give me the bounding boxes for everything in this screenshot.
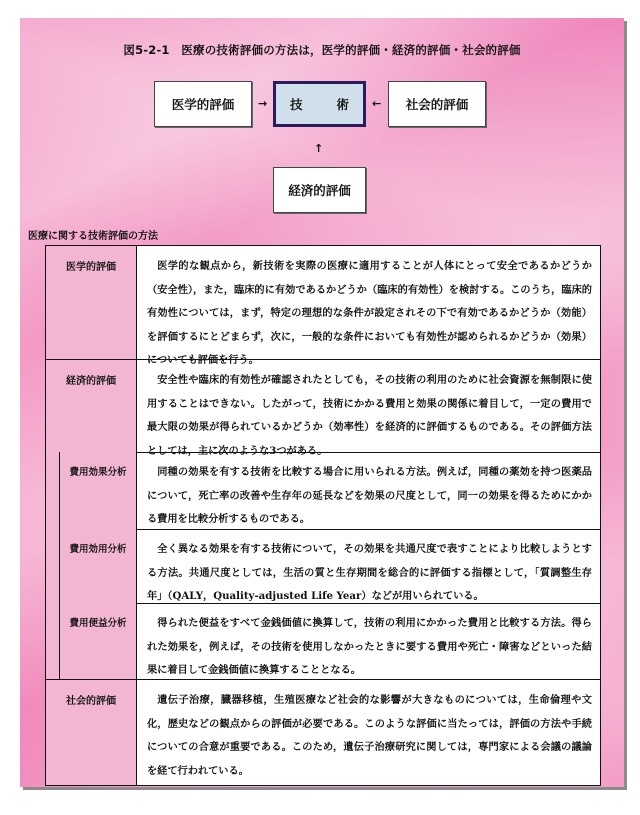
economic-row-strip [46,529,59,603]
evaluation-table [45,245,601,786]
arrow-right-icon: → [258,97,268,110]
arrow-left-icon: ← [372,97,382,110]
table-subrow-cost-effectiveness [46,452,600,529]
social-evaluation-label: 社会的評価 [405,97,469,112]
figure-panel [20,18,624,787]
table-subrow-cost-utility [46,529,600,603]
economic-row-strip [46,603,59,679]
subrow-text: 同種の効果を有する技術を比較する場合に用いられる方法。例えば，同種の薬効を持つ医薬品について，死亡率の改善や生存年の延長などを効果の尺度として，同一の効果を得るためにかかる費用を比較分析するものである。 [147,466,592,525]
economic-evaluation-box [273,167,366,213]
technology-label-1: 技 [290,97,303,112]
subrow-label: 費用便益分析 [59,603,137,679]
figure-title: 図5-2-1 医療の技術評価の方法は，医学的評価・経済的評価・社会的評価 [123,43,521,57]
economic-row-strip [46,452,59,529]
arrow-up-icon: ↑ [314,142,324,155]
subrow-text: 全く異なる効果を有する技術について，その効果を共通尺度で表すことにより比較しようとする方法。共通尺度としては，生活の質と生存期間を総合的に評価する指標として，「質調整生存年」（QALY，Quality-adjusted Life Year）などが用いられている。 [147,543,592,602]
row-label: 医学的評価 [46,246,137,359]
technology-box [273,81,366,127]
table-row-economic [46,359,600,457]
row-text: 医学的な観点から，新技術を実際の医療に適用することが人体にとって安全であるかどうか（安全性），また，臨床的に有効であるかどうか（臨床的有効性）を検討する。このうち，臨床的有効性については，まず，特定の理想的な条件が設定されその下で有効であるかどうか（効能）を評価するにとどまらず，次に，一般的な条件においても有効性が認められるかどうか（効果）についても評価を行う。 [147,260,592,366]
row-label: 社会的評価 [46,680,137,785]
subrow-text: 得られた便益をすべて金銭価値に換算して，技術の利用にかかった費用と比較する方法。得られた効果を，例えば，その技術を使用しなかったときに要する費用や死亡・障害などといった結果に着目して金銭価値に換算することとなる。 [147,617,592,676]
row-label: 経済的評価 [46,360,137,452]
table-row-social [46,679,600,785]
medical-evaluation-box [154,81,252,127]
table-subrow-cost-benefit [46,603,600,679]
subrow-label: 費用効用分析 [59,529,137,603]
row-text: 安全性や臨床的有効性が確認されたとしても，その技術の利用のために社会資源を無制限に使用することはできない。したがって，技術にかかる費用と効果の関係に着目して，一定の費用で最大限の効果が得られているかどうか（効率性）を経済的に評価するものである。その評価方法としては，主に次のような3つがある。 [147,374,592,457]
economic-evaluation-label: 経済的評価 [288,183,351,198]
table-row-medical [46,246,600,366]
table-title: 医療に関する技術評価の方法 [28,231,158,242]
social-evaluation-box [388,81,486,127]
subrow-label: 費用効果分析 [59,452,137,529]
technology-label-2: 術 [336,97,349,112]
row-text: 遺伝子治療，臓器移植，生殖医療など社会的な影響が大きなものについては，生命倫理や文化，歴史などの観点からの評価が必要である。このような評価に当たっては，評価の方法や手続についての合意が重要である。このため，遺伝子治療研究に関しては，専門家による会議の議論を経て行われている。 [147,694,592,777]
medical-evaluation-label: 医学的評価 [171,97,235,112]
